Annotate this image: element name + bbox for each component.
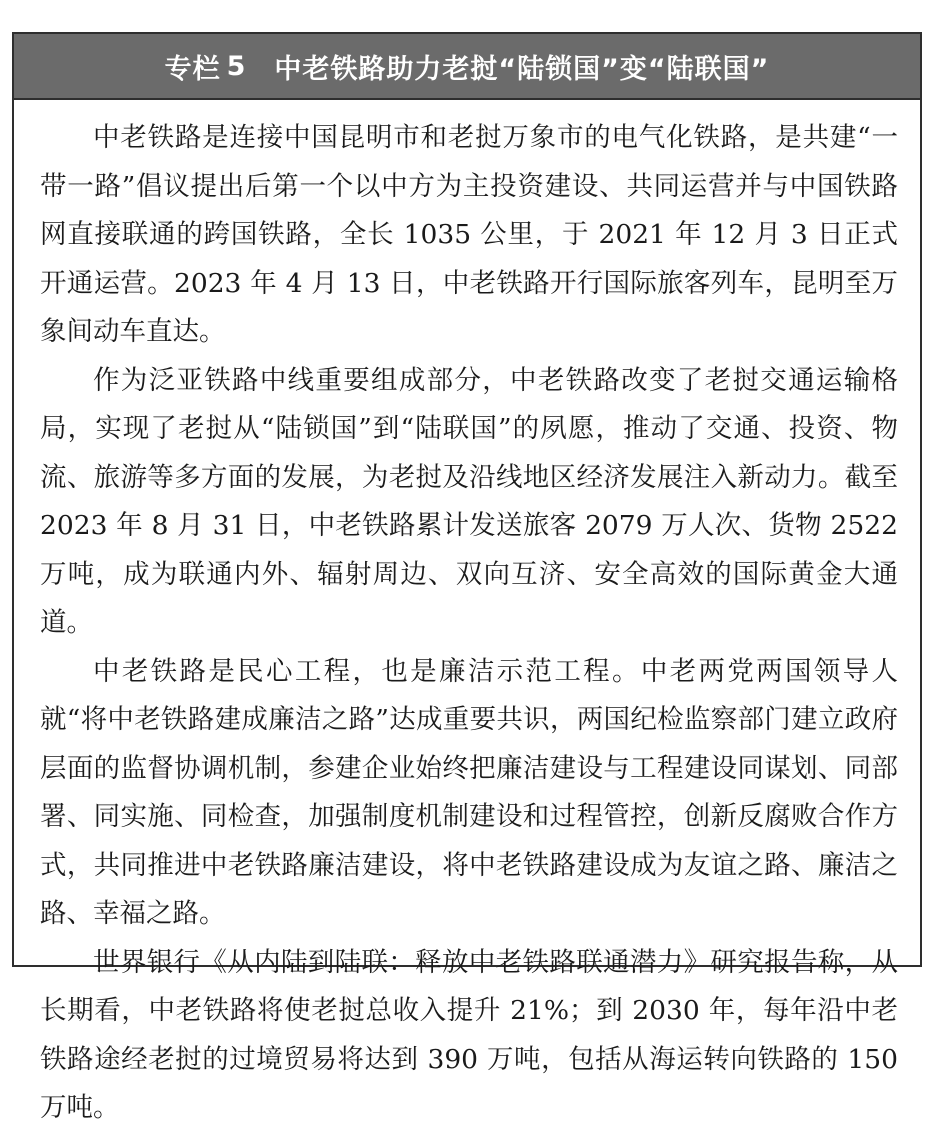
paragraph-1: 中老铁路是连接中国昆明市和老挝万象市的电气化铁路，是共建“一带一路”倡议提出后第一个以中方为主投资建设、共同运营并与中国铁路网直接联通的跨国铁路，全长 1035 公里，于 2021 年 12 月 3 日正式开通运营。2023 年 4 月 13 日，中老铁路开行国际旅客列车，昆明至万象间动车直达。 xyxy=(40,122,898,347)
box-title: 中老铁路助力老挝“陆锁国”变“陆联国” xyxy=(274,53,770,85)
box-label: 专栏 xyxy=(164,53,221,85)
box-number: 5 xyxy=(226,50,247,82)
paragraph-4: 世界银行《从内陆到陆联：释放中老铁路联通潜力》研究报告称，从长期看，中老铁路将使老挝总收入提升 21%；到 2030 年，每年沿中老铁路途经老挝的过境贸易将达到 390 万吨，包括从海运转向铁路的 150 万吨。 xyxy=(40,946,898,1123)
paragraph-3: 中老铁路是民心工程，也是廉洁示范工程。中老两党两国领导人就“将中老铁路建成廉洁之路”达成重要共识，两国纪检监察部门建立政府层面的监督协调机制，参建企业始终把廉洁建设与工程建设同谋划、同部署、同实施、同检查，加强制度机制建设和过程管控，创新反腐败合作方式，共同推进中老铁路廉洁建设，将中老铁路建设成为友谊之路、廉洁之路、幸福之路。 xyxy=(40,655,898,929)
box-header xyxy=(14,34,920,100)
info-box xyxy=(12,32,922,1123)
paragraph-2: 作为泛亚铁路中线重要组成部分，中老铁路改变了老挝交通运输格局，实现了老挝从“陆锁国”到“陆联国”的夙愿，推动了交通、投资、物流、旅游等多方面的发展，为老挝及沿线地区经济发展注入新动力。截至 2023 年 8 月 31 日，中老铁路累计发送旅客 2079 万人次、货物 2522 万吨，成为联通内外、辐射周边、双向互济、安全高效的国际黄金大通道。 xyxy=(40,364,898,638)
box-body xyxy=(14,100,920,1133)
